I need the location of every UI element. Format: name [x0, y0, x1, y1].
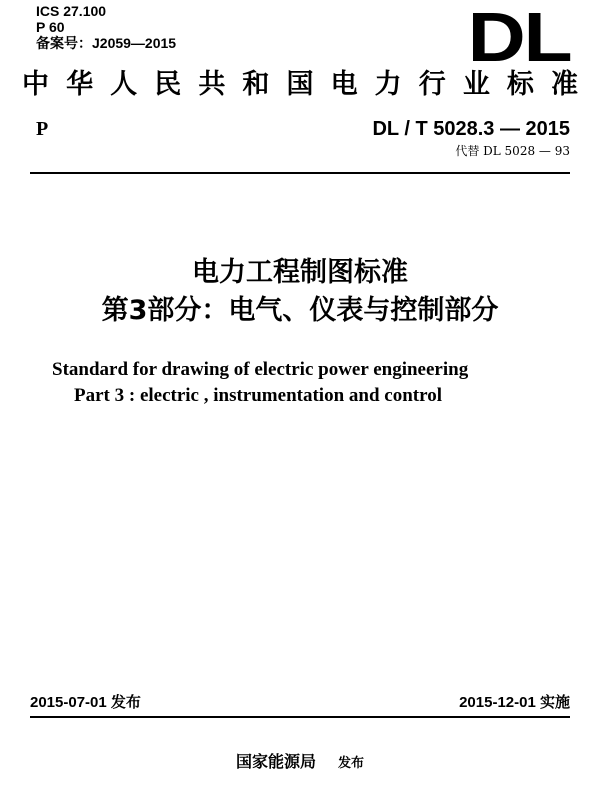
- title-cn-line2: 第3部分：电气、仪表与控制部分: [101, 295, 499, 326]
- footer-rule: [30, 716, 570, 718]
- filing-number: 备案号：J2059—2015: [36, 35, 177, 51]
- publish-label: 发布: [338, 756, 365, 771]
- publisher-line: [0, 752, 600, 774]
- publisher-name: 国家能源局: [235, 752, 316, 771]
- issue-date: 2015-07-01 发布: [30, 694, 141, 711]
- ics-code: ICS 27.100: [36, 3, 107, 19]
- replaces-standard: 代替 DL 5028 — 93: [455, 144, 570, 158]
- classification-letter: P: [36, 118, 49, 140]
- title-cn-line1: 电力工程制图标准: [192, 257, 408, 288]
- ccs-code: P 60: [36, 19, 65, 35]
- org-title: 中华人民共和国电力行业标准: [22, 69, 578, 100]
- standard-number: DL / T 5028.3 — 2015: [372, 118, 570, 140]
- dl-logo: DL: [467, 0, 570, 76]
- title-en-line1: Standard for drawing of electric power engineering: [52, 359, 469, 380]
- header-rule: [30, 172, 570, 174]
- title-en-line2: Part 3 : electric , instrumentation and control: [74, 385, 442, 406]
- implement-date: 2015-12-01 实施: [459, 694, 570, 711]
